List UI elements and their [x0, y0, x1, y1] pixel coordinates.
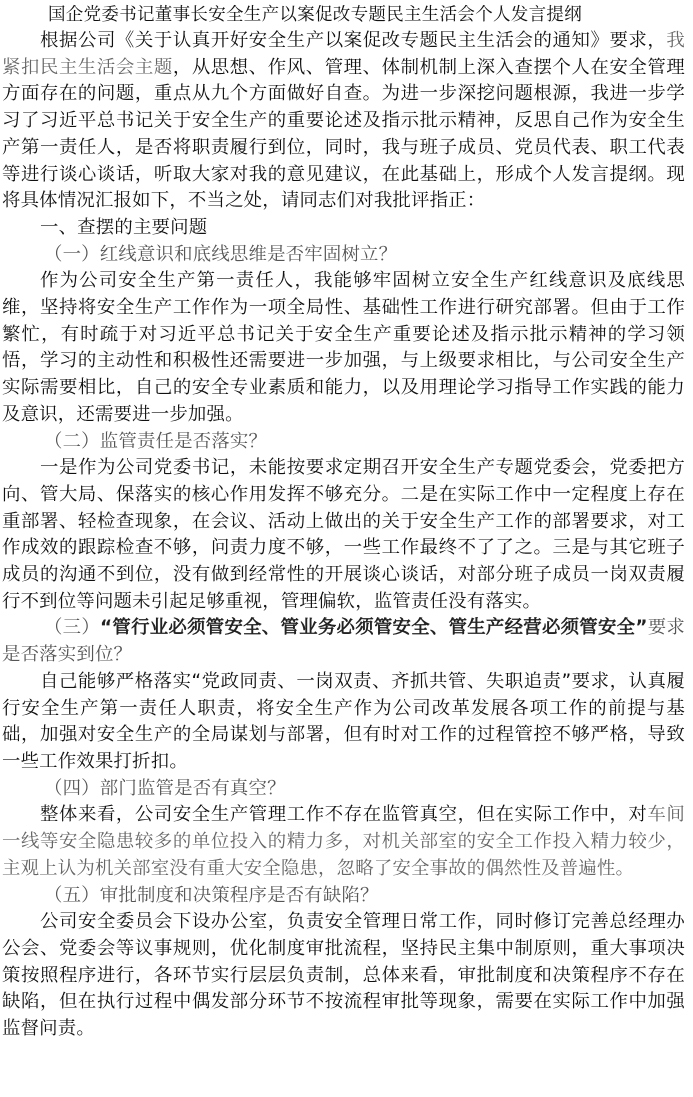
question-1-heading: （一）红线意识和底线思维是否牢固树立？	[44, 243, 398, 265]
intro-text-gray: 我紧扣民主生活会主题	[2, 30, 685, 78]
question-4-body	[0, 802, 693, 882]
question-4-heading: （四）部门监管是否有真空？	[44, 777, 286, 799]
intro-text-2: ，从思想、作风、管理、体制机制上深入查摆个人在安全管理方面存在的问题，重点从九个方面做好自查。为进一步深挖问题根源，我进一步学习了习近平总书记关于安全生产的重要论述及指示批示精神，反思自己作为安全生产第一责任人，是否将职责履行到位，同时，我与班子成员、党员代表、职工代表等进行谈心谈话，听取大家对我的意见建议，在此基础上，形成个人发言提纲。现将具体情况汇报如下，不当之处，请同志们对我批评指正：	[2, 56, 685, 212]
question-3-heading	[0, 615, 693, 668]
question-1-body: 作为公司安全生产第一责任人，我能够牢固树立安全生产红线意识及底线思维，坚持将安全生产工作作为一项全局性、基础性工作进行研究部署。但由于工作繁忙，有时疏于对习近平总书记关于安全生产重要论述及指示批示精神的学习领悟，学习的主动性和积极性还需要进一步加强，与上级要求相比，与公司安全生产实际需要相比，自己的安全专业素质和能力，以及用理论学习指导工作实践的能力及意识，还需要进一步加强。	[2, 270, 685, 425]
question-4-body-gray: 车间一线等安全隐患较多的单位投入的精力多，对机关部室的安全工作投入精力较少，主观上认为机关部室没有重大安全隐患，忽略了安全事故的偶然性及普遍性。	[2, 804, 685, 879]
question-3-heading-quote: “管行业必须管安全、管业务必须管安全、管生产经营必须管安全”	[100, 617, 648, 639]
intro-paragraph	[0, 28, 693, 215]
question-5-heading: （五）审批制度和决策程序是否有缺陷？	[44, 884, 379, 906]
question-4-body-text: 整体来看，公司安全生产管理工作不存在监管真空，但在实际工作中，对	[40, 804, 648, 826]
question-3-heading-tail: 要求是否落实到位？	[2, 617, 685, 666]
question-3-body: 自己能够严格落实“党政同责、一岗双责、齐抓共管、失职追责”要求，认真履行安全生产第一责任人职责，将安全生产作为公司改革发展各项工作的前提与基础，加强对安全生产的全局谋划与部署，但有时对工作的过程管控不够严格，导致一些工作效果打折扣。	[2, 670, 685, 772]
question-5-body: 公司安全委员会下设办公室，负责安全管理日常工作，同时修订完善总经理办公会、党委会等议事规则，优化制度审批流程，坚持民主集中制原则，重大事项决策按照程序进行，各环节实行层层负责制，总体来看，审批制度和决策程序不存在缺陷，但在执行过程中偶发部分环节不按流程审批等现象，需要在实际工作中加强监督问责。	[2, 911, 685, 1040]
section-heading-problems: 一、查摆的主要问题	[40, 216, 208, 238]
intro-text-1: 根据公司《关于认真开好安全生产以案促改专题民主生活会的通知》要求，	[40, 30, 667, 51]
document-title: 国企党委书记董事长安全生产以案促改专题民主生活会个人发言提纲	[48, 5, 582, 25]
question-2-body: 一是作为公司党委书记，未能按要求定期召开安全生产专题党委会，党委把方向、管大局、保落实的核心作用发挥不够充分。二是在实际工作中一定程度上存在重部署、轻检查现象，在会议、活动上做出的关于安全生产工作的部署要求，对工作成效的跟踪检查不够，问责力度不够，一些工作最终不了了之。三是与其它班子成员的沟通不到位，没有做到经常性的开展谈心谈话，对部分班子成员一岗双责履行不到位等问题未引起足够重视，管理偏软，监管责任没有落实。	[2, 457, 685, 612]
question-3-heading-number: （三）	[44, 617, 101, 639]
question-2-heading: （二）监管责任是否落实？	[44, 430, 268, 452]
